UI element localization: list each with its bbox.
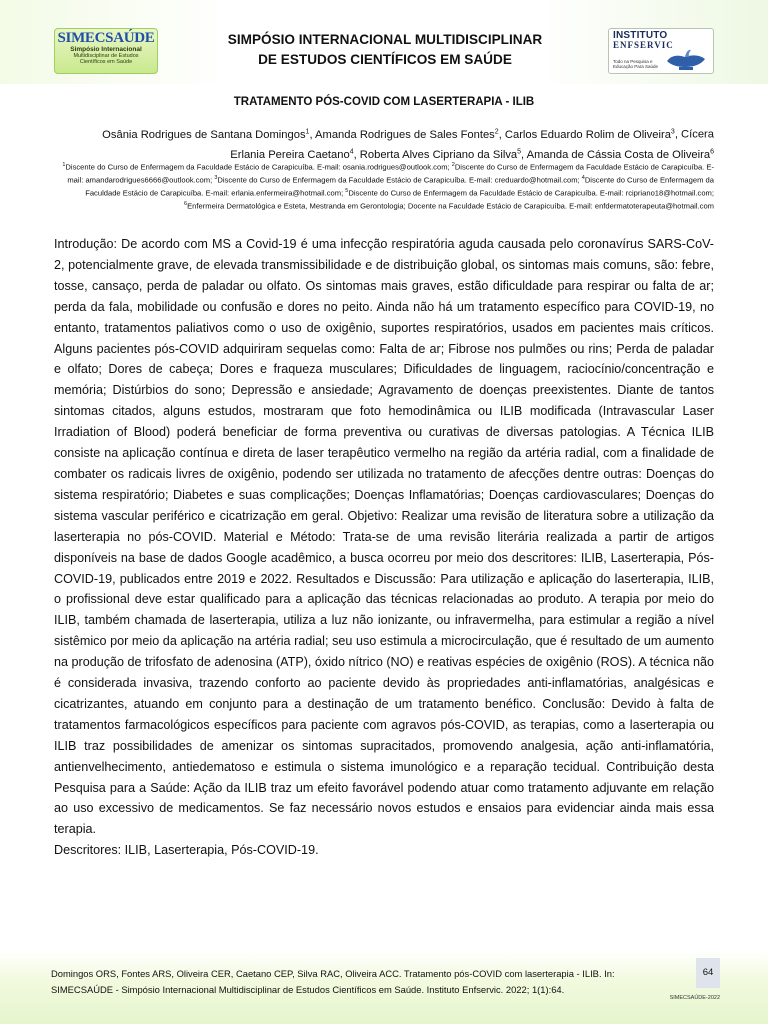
logo-line1: Simpósio Internacional [70,46,142,53]
instituto-enfservic-logo [608,28,714,74]
affil-3: Discente do Curso de Enfermagem da Faculdade Estácio de Carapicuíba. E-mail: creduardo@hotmail.com; [217,175,582,185]
logo-line3: Científicos em Saúde [79,59,133,65]
author-6: , Amanda de Cássia Costa de Oliveira$^6$ [521,148,714,162]
affiliations [50,160,714,213]
page-number: 64 [696,958,720,988]
simecsaude-logo [54,28,158,74]
affil-5-sup: 5 [345,188,349,195]
affil-5: Discente do Curso de Enfermagem da Faculdade Estácio de Carapicuíba. E-mail: rcipriano18@hotmail.com; [348,188,714,198]
author-2: , Amanda Rodrigues de Sales Fontes$^2$ [309,128,499,141]
symposium-title [175,30,595,70]
logo-brand: SIMECSAÚDE [57,30,155,46]
page-header [0,0,768,84]
symposium-title-line2: DE ESTUDOS CIENTÍFICOS EM SAÚDE [258,52,512,67]
author-1: Osânia Rodrigues de Santana Domingos$^1$ [102,128,310,141]
affil-2: Discente do Curso de Enfermagem da Faculdade Estácio de Carapicuíba. E-mail: amandarodrigues6666@outlook.com; [67,162,714,185]
institute-name: INSTITUTO [613,30,668,41]
authors [60,123,714,164]
author-5: , Roberta Alves Cipriano da Silva$^5$ [353,148,522,162]
author-4-first: , Cícera [674,128,714,141]
institute-tagline: Todo na Pesquisa e Educação Para Saúde [613,59,659,69]
descriptors: Descritores: ILIB, Laserterapia, Pós-COVID-19. [54,843,319,858]
citation-line1: Domingos ORS, Fontes ARS, Oliveira CER, Caetano CEP, Silva RAC, Oliveira ACC. Tratamento pós-COVID com laserterapia - ILIB. In: [51,968,615,979]
affil-3-sup: 3 [214,175,218,182]
oil-lamp-icon [663,47,709,71]
logo-line2: Multidisciplinar de Estudos [73,53,139,59]
authors-line1 [60,123,714,144]
abstract-body [54,234,714,861]
affil-6-sup: 6 [184,201,188,208]
affil-6: Enfermeira Dermatológica e Esteta, Mestranda em Gerontologia; Docente na Faculdade Estácio de Carapicuíba. E-mail: enfdermatoterapeuta@hotmail.com [187,201,714,211]
symposium-title-line1: SIMPÓSIO INTERNACIONAL MULTIDISCIPLINAR [227,32,543,47]
affil-1: Discente do Curso de Enfermagem da Faculdade Estácio de Carapicuíba. E-mail: osania.rodrigues@outlook.com; [65,162,452,172]
article-title: TRATAMENTO PÓS-COVID COM LASERTERAPIA - ILIB [233,96,535,108]
affil-2-sup: 2 [451,162,455,168]
affil-4: Discente do Curso de Enfermagem da Faculdade Estácio de Carapicuíba. E-mail: erlania.enfermeira@hotmail.com; [85,175,714,198]
citation-line2: SIMECSAÚDE - Simpósio Internacional Multidisciplinar de Estudos Científicos em Saúde. Instituto Enfservic. 2022; 1(1):64. [51,983,565,995]
affil-4-sup: 4 [581,175,585,182]
author-3: , Carlos Eduardo Rolim de Oliveira$^3$ [498,128,675,141]
affil-1-sup: 1 [62,162,66,168]
abstract-paragraph: Introdução: De acordo com MS a Covid-19 é uma infecção respiratória aguda causada pelo coronavírus SARS-CoV-2, potencialmente grave, de elevada transmissibilidade e de distribuição global, os sintomas mais comuns, são: febre, tosse, cansaço, perda de paladar ou olfato. Os sintomas mais graves, estão dificuldade para respirar ou falta de ar; perda da fala, mobilidade ou confusão e dores no peito. Ainda não há um tratamento específico para COVID-19, no entanto, tratamentos paliativos como o uso de oxigênio, suportes respiratórios, usados em pacientes mais críticos. Alguns pacientes pós-COVID adquiriram sequelas como: Falta de ar; Fibrose nos pulmões ou rins; Perda de paladar e olfato; Dores de cabeça; Dores e fraqueza musculares; Dificuldades de linguagem, raciocínio/concentração e memória; Distúrbios do sono; Depressão e ansiedade; Agravamento de doenças preexistentes. Diante de tantos sintomas citados, alguns estudos, mostraram que foto hemodinâmica ou ILIB modificada (Intravascular Laser Irradiation of Blood) poderá beneficiar de forma preventiva ou curativas de diversas patologias. A Técnica ILIB consiste na aplicação contínua e direta de laser terapêutico vermelho na região da artéria radial, com a finalidade de combater os radicais livres de oxigênio, podendo ser utilizada no tratamento de afecções dentre outras: Doenças do sistema respiratório; Diabetes e suas complicações; Doenças Inflamatórias; Doenças cardiovasculares; Doenças do sistema vascular periférico e cicatrização em geral. Objetivo: Realizar uma revisão de literatura sobre a utilização da laserterapia no pós-COVID. Material e Método: Trata-se de uma revisão literária realizada a partir de artigos disponíveis na base de dados Google acadêmico, a busca ocorreu por meio dos descritores: ILIB, Laserterapia, Pós-COVID-19, publicados entre 2019 e 2022. Resultados e Discussão: Para utilização e aplicação do laserterapia, ILIB, o profissional deve estar qualificado para a aplicação das técnicas relacionadas ao produto. A terapia por meio do ILIB, também chamada de laserterapia, utiliza a luz não ionizante, ou infravermelha, para estimular a região a nível sistêmico por meio da aplicação na artéria radial; seu uso estimula a microcirculação, que é resultado de um aumento na produção de trifosfato de adenosina (ATP), óxido nítrico (NO) e reativas espécies de oxigênio (ROS). A técnica não é considerada invasiva, trazendo conforto ao paciente devido às propriedades anti-inflamatórias, analgésicas e cicatrizantes, atuando em conjunto para a destinação de um tratamento benéfico. Conclusão: Devido à falta de tratamentos farmacológicos específicos para paciente com agravos pós-COVID, as terapias, como a laserterapia ou ILIB traz possibilidades de amenizar os sintomas supracitados, promovendo analgesia, ação anti-inflamatória, antienvelhecimento, antiedematoso e estimula o sistema imunológico e a reparação tecidual. Contribuição desta Pesquisa para a Saúde: Ação da ILIB traz um efeito favorável podendo atuar como tratamento adjuvante em relação ao uso excessivo de medicamentos. Se faz necessário novos estudos e ensaios para evidenciar ainda mais essa terapia. [54,237,714,837]
author-4-rest: Erlania Pereira Caetano$^4$ [230,148,354,162]
citation [51,966,687,997]
footer-mark: SIMECSAÚDE-2022 [669,995,720,1001]
institute-name-2: ENFSERVIC [613,40,674,50]
